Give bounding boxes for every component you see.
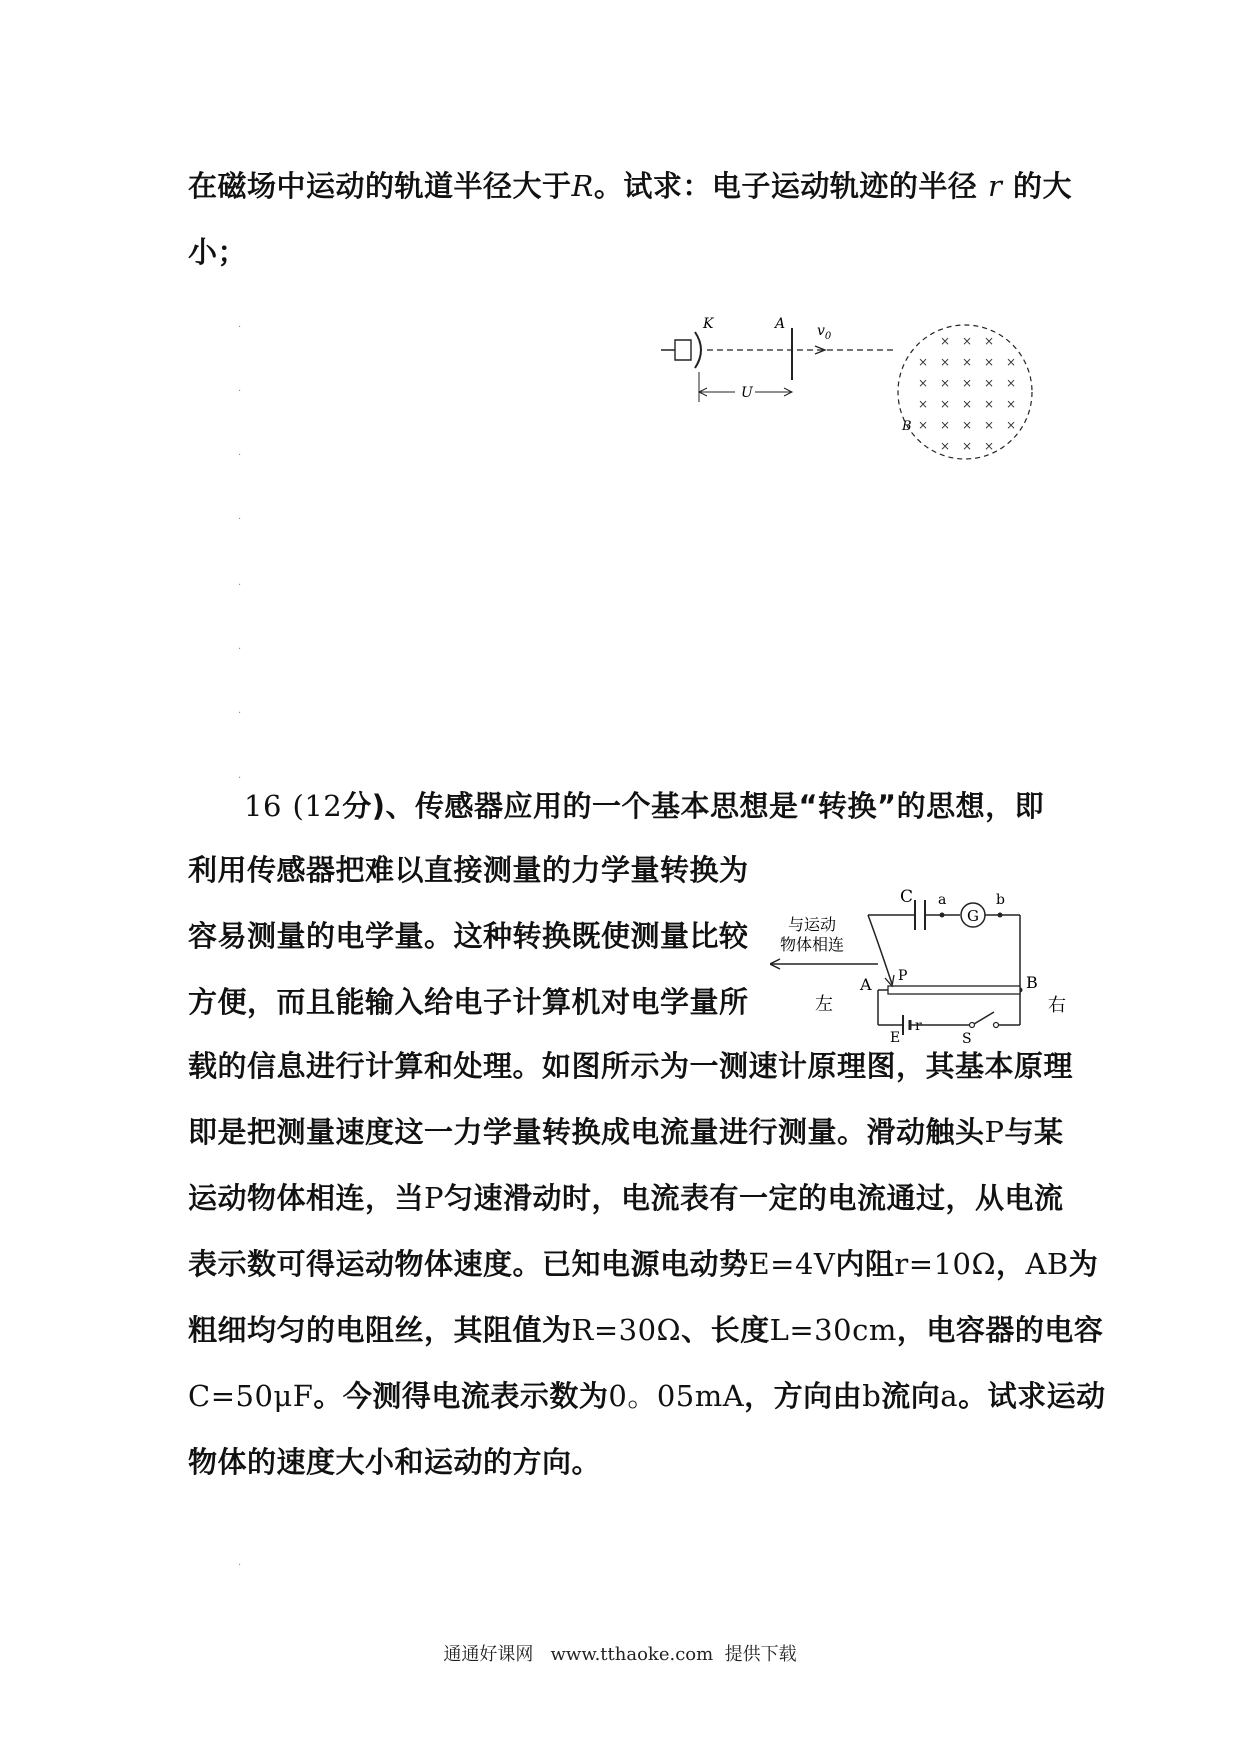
problem16-line10: C=50μF。今测得电流表示数为0。05mA，方向由b流向a。试求运动 bbox=[188, 1379, 1106, 1413]
cathode-plate bbox=[695, 332, 701, 368]
problem16-line11: 物体的速度大小和运动的方向。 bbox=[188, 1445, 602, 1479]
problem16-line4: 方便，而且能输入给电子计算机对电学量所 bbox=[188, 985, 749, 1019]
problem15-line2: 小； bbox=[188, 235, 248, 269]
field-x-mark: × bbox=[940, 418, 951, 432]
label-S: S bbox=[962, 1031, 972, 1045]
symbol-R: R bbox=[571, 169, 594, 203]
speed-meter-circuit bbox=[770, 880, 1080, 1045]
problem16-line2: 利用传感器把难以直接测量的力学量转换为 bbox=[188, 853, 749, 887]
field-x-mark: × bbox=[984, 418, 995, 432]
field-x-mark: × bbox=[940, 355, 951, 369]
node-a bbox=[940, 913, 945, 918]
field-x-mark: × bbox=[984, 355, 995, 369]
label-B: B bbox=[1026, 973, 1038, 992]
field-x-mark: × bbox=[1006, 418, 1017, 432]
note-line2: 物体相连 bbox=[780, 935, 845, 954]
switch-terminal bbox=[970, 1023, 975, 1028]
label-G: G bbox=[967, 907, 979, 925]
problem16-line1: 16 (12分)、传感器应用的一个基本思想是“转换”的思想，即 bbox=[244, 789, 1045, 823]
line-marker: · bbox=[238, 386, 242, 397]
filament-icon bbox=[661, 340, 691, 360]
field-x-mark: × bbox=[940, 397, 951, 411]
field-x-mark: × bbox=[962, 334, 973, 348]
resistance-wire-AB bbox=[888, 986, 1020, 994]
label-B: B bbox=[902, 419, 912, 434]
label-left: 左 bbox=[815, 994, 833, 1015]
field-x-mark: × bbox=[918, 376, 929, 390]
label-right: 右 bbox=[1048, 995, 1066, 1016]
node-b bbox=[998, 913, 1003, 918]
problem16-line3: 容易测量的电学量。这种转换既使测量比较 bbox=[188, 919, 749, 953]
label-A: A bbox=[775, 316, 786, 332]
field-into-page-marks bbox=[918, 334, 1016, 453]
problem16-line5: 载的信息进行计算和处理。如图所示为一测速计原理图，其基本原理 bbox=[188, 1049, 1074, 1083]
line-marker: · bbox=[238, 514, 242, 525]
line-marker: · bbox=[238, 1560, 242, 1571]
label-K: K bbox=[703, 316, 714, 332]
field-x-mark: × bbox=[940, 439, 951, 453]
symbol-r: r bbox=[987, 169, 1003, 203]
label-A: A bbox=[860, 975, 872, 994]
field-x-mark: × bbox=[984, 397, 995, 411]
line-marker: · bbox=[238, 580, 242, 591]
field-x-mark: × bbox=[962, 376, 973, 390]
problem16-line7: 运动物体相连，当P匀速滑动时，电流表有一定的电流通过，从电流 bbox=[188, 1181, 1064, 1215]
page-footer bbox=[0, 1640, 1240, 1666]
field-x-mark: × bbox=[940, 376, 951, 390]
field-x-mark: × bbox=[984, 439, 995, 453]
problem-number: 16 bbox=[244, 789, 282, 823]
field-x-mark: × bbox=[984, 376, 995, 390]
label-a: a bbox=[938, 892, 947, 908]
label-U: U bbox=[741, 385, 753, 401]
field-x-mark: × bbox=[918, 418, 929, 432]
footer-suffix: 提供下载 bbox=[724, 1644, 797, 1665]
field-x-mark: × bbox=[1006, 355, 1017, 369]
switch-S bbox=[974, 1012, 994, 1024]
field-x-mark: × bbox=[962, 355, 973, 369]
slider-contact-P bbox=[868, 915, 892, 984]
field-x-mark: × bbox=[962, 439, 973, 453]
line-marker: · bbox=[238, 773, 242, 784]
line-marker: · bbox=[238, 322, 242, 333]
problem16-line9: 粗细均匀的电阻丝，其阻值为R=30Ω、长度L=30cm，电容器的电容 bbox=[188, 1313, 1104, 1347]
line-marker: · bbox=[238, 708, 242, 719]
field-x-mark: × bbox=[962, 418, 973, 432]
label-E: E bbox=[890, 1030, 901, 1045]
field-x-mark: × bbox=[1006, 376, 1017, 390]
field-x-mark: × bbox=[918, 355, 929, 369]
line-marker: · bbox=[238, 644, 242, 655]
note-line1: 与运动 bbox=[788, 915, 837, 934]
field-x-mark: × bbox=[940, 334, 951, 348]
problem16-line6: 即是把测量速度这一力学量转换成电流量进行测量。滑动触头P与某 bbox=[188, 1115, 1064, 1149]
problem16-line8: 表示数可得运动物体速度。已知电源电动势E=4V内阻r=10Ω，AB为 bbox=[188, 1247, 1099, 1281]
field-x-mark: × bbox=[918, 397, 929, 411]
label-v0: $v_0$ bbox=[817, 323, 832, 342]
label-b: b bbox=[996, 892, 1005, 908]
label-P: P bbox=[898, 968, 908, 984]
label-C: C bbox=[900, 887, 914, 907]
line-marker: · bbox=[238, 450, 242, 461]
field-x-mark: × bbox=[984, 334, 995, 348]
label-r: r bbox=[915, 1018, 922, 1034]
problem15-line1: 在磁场中运动的轨道半径大于R。试求：电子运动轨迹的半径 r 的大 bbox=[188, 169, 1072, 203]
footer-site-name: 通通好课网 bbox=[443, 1644, 534, 1665]
field-x-mark: × bbox=[962, 397, 973, 411]
electron-gun-figure bbox=[655, 310, 1040, 475]
field-x-mark: × bbox=[1006, 397, 1017, 411]
footer-url[interactable]: www.tthaoke.com bbox=[550, 1644, 714, 1665]
